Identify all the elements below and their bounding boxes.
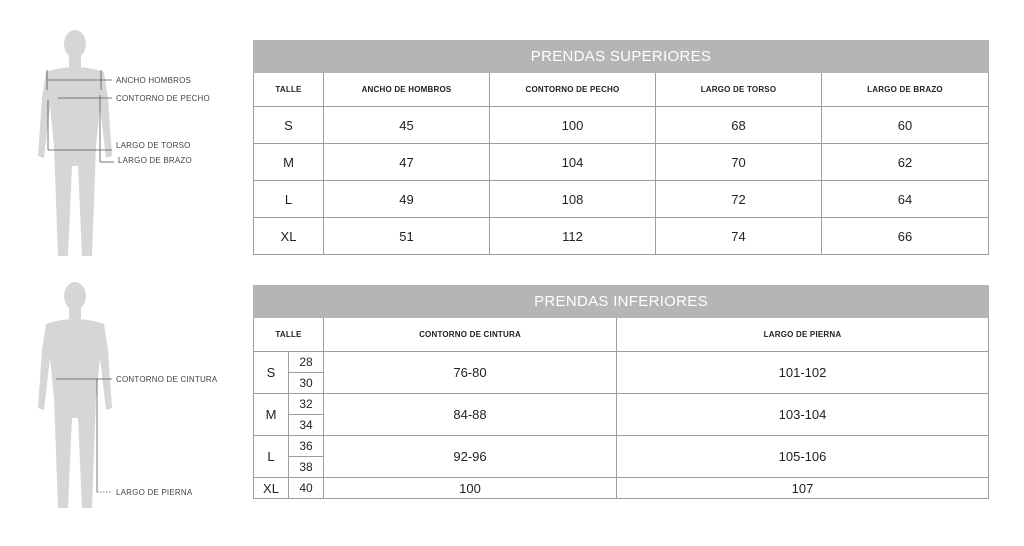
value-cell: 112: [490, 218, 656, 255]
value-cell: 49: [324, 181, 490, 218]
upper-measure-lines: [0, 0, 250, 260]
table-row: [254, 478, 989, 499]
value-cell: 100: [324, 478, 617, 499]
size-number-cell: 32: [289, 394, 324, 415]
value-cell: 92-96: [324, 436, 617, 478]
value-cell: 68: [656, 107, 822, 144]
label-arm-length: LARGO DE BRAZO: [118, 156, 192, 165]
header-waist: CONTORNO DE CINTURA: [324, 318, 617, 352]
value-cell: 72: [656, 181, 822, 218]
size-number-cell: 34: [289, 415, 324, 436]
label-leg-length: LARGO DE PIERNA: [116, 488, 193, 497]
upper-table-title: PRENDAS SUPERIORES: [254, 41, 989, 73]
value-cell: 84-88: [324, 394, 617, 436]
header-torso-length: LARGO DE TORSO: [656, 73, 822, 107]
table-row: [254, 218, 989, 255]
size-cell: L: [254, 436, 289, 478]
size-number-cell: 28: [289, 352, 324, 373]
label-shoulder-width: ANCHO HOMBROS: [116, 76, 192, 85]
header-arm-length: LARGO DE BRAZO: [822, 73, 989, 107]
header-leg-length: LARGO DE PIERNA: [617, 318, 989, 352]
size-cell: L: [254, 181, 324, 218]
value-cell: 66: [822, 218, 989, 255]
table-row: [254, 394, 989, 415]
value-cell: 51: [324, 218, 490, 255]
value-cell: 101-102: [617, 352, 989, 394]
value-cell: 60: [822, 107, 989, 144]
value-cell: 103-104: [617, 394, 989, 436]
value-cell: 108: [490, 181, 656, 218]
value-cell: 76-80: [324, 352, 617, 394]
value-cell: 47: [324, 144, 490, 181]
value-cell: 74: [656, 218, 822, 255]
size-cell: M: [254, 144, 324, 181]
header-shoulder-width: ANCHO DE HOMBROS: [324, 73, 490, 107]
value-cell: 70: [656, 144, 822, 181]
table-row: [254, 352, 989, 373]
lower-measure-lines: [0, 270, 250, 510]
header-size: TALLE: [254, 318, 324, 352]
size-cell: M: [254, 394, 289, 436]
table-row: [254, 181, 989, 218]
label-waist: CONTORNO DE CINTURA: [116, 375, 218, 384]
value-cell: 64: [822, 181, 989, 218]
size-cell: XL: [254, 478, 289, 499]
size-cell: S: [254, 107, 324, 144]
lower-table-title: PRENDAS INFERIORES: [254, 286, 989, 318]
size-number-cell: 30: [289, 373, 324, 394]
upper-garments-table: [253, 40, 989, 255]
value-cell: 62: [822, 144, 989, 181]
header-chest: CONTORNO DE PECHO: [490, 73, 656, 107]
size-cell: XL: [254, 218, 324, 255]
value-cell: 100: [490, 107, 656, 144]
value-cell: 105-106: [617, 436, 989, 478]
value-cell: 45: [324, 107, 490, 144]
value-cell: 107: [617, 478, 989, 499]
value-cell: 104: [490, 144, 656, 181]
table-row: [254, 436, 989, 457]
table-row: [254, 107, 989, 144]
size-number-cell: 36: [289, 436, 324, 457]
table-row: [254, 144, 989, 181]
size-number-cell: 38: [289, 457, 324, 478]
label-torso-length: LARGO DE TORSO: [116, 141, 191, 150]
header-size: TALLE: [254, 73, 324, 107]
lower-garments-table: [253, 285, 989, 499]
size-cell: S: [254, 352, 289, 394]
size-number-cell: 40: [289, 478, 324, 499]
label-chest: CONTORNO DE PECHO: [116, 94, 210, 103]
